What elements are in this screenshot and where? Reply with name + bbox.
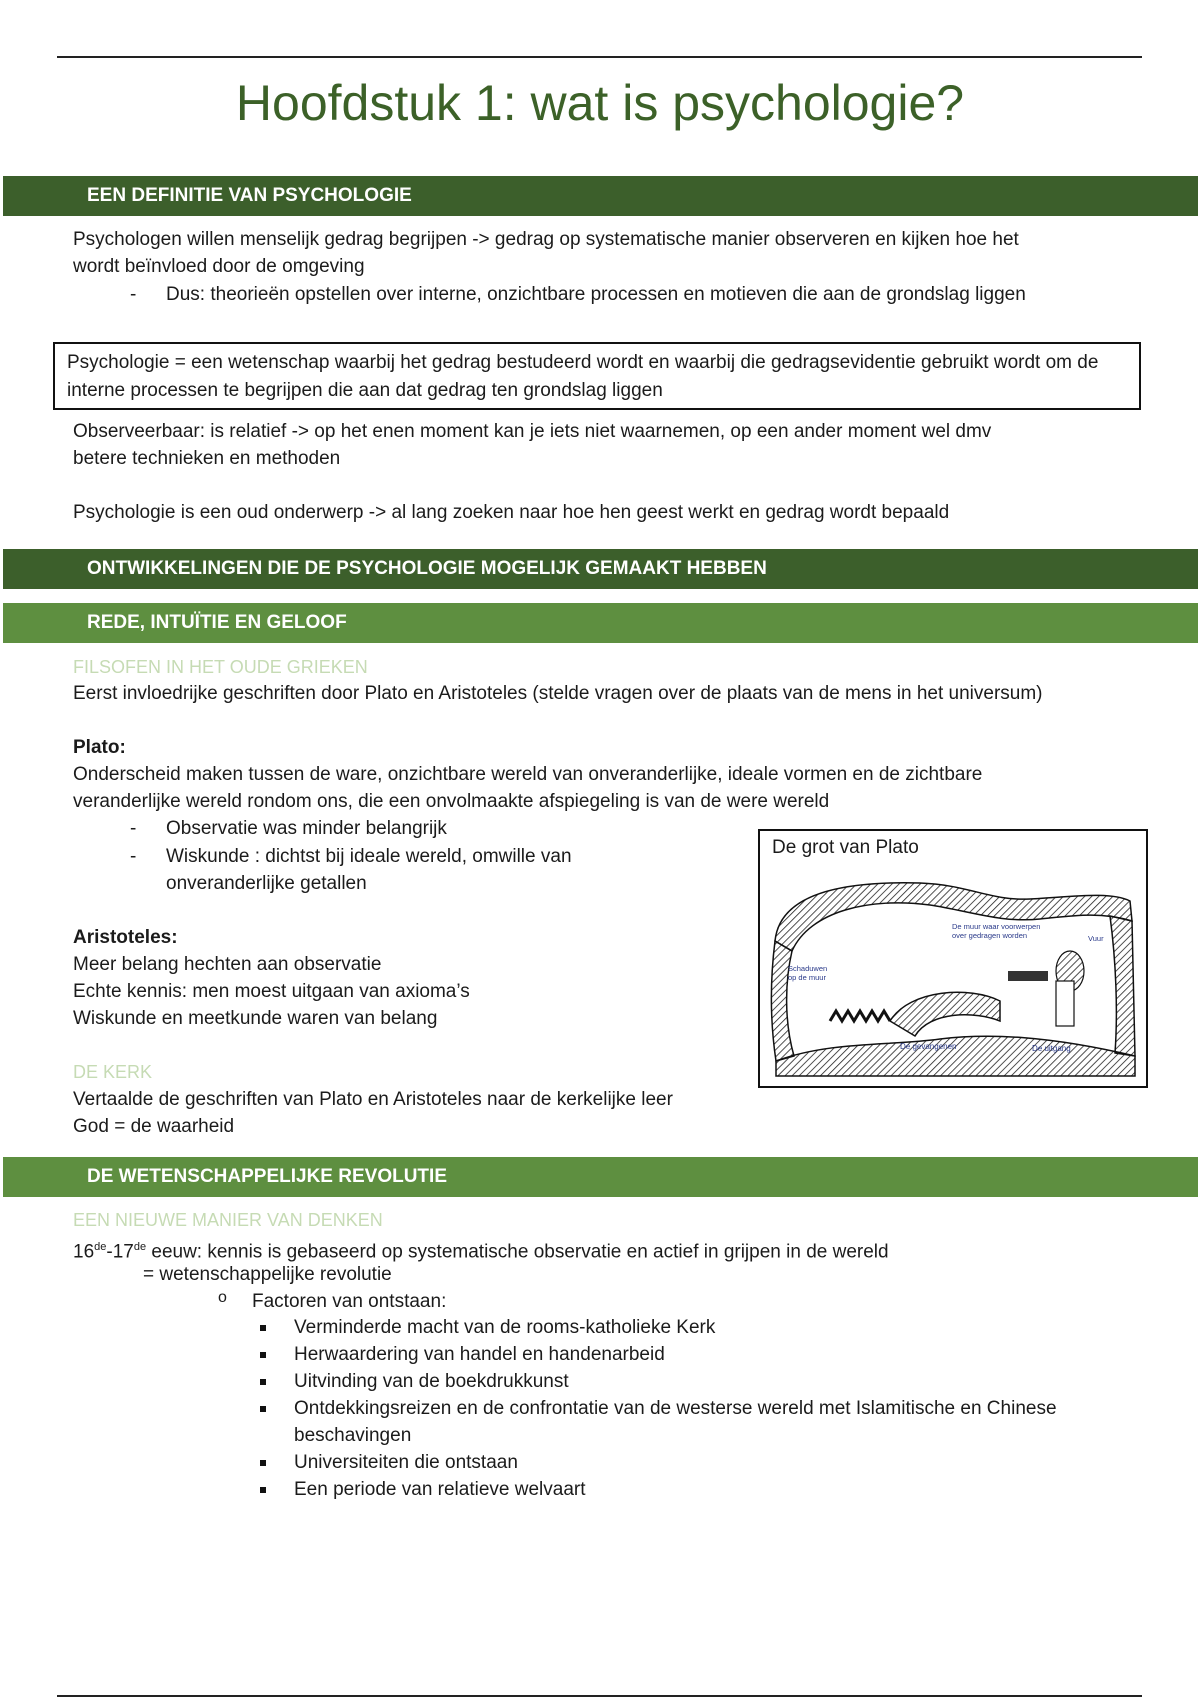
oud-onderwerp: Psychologie is een oud onderwerp -> al lang zoeken naar hoe hen geest werkt en gedrag wordt bepaald: [73, 502, 950, 523]
cave-inner-wall: [890, 992, 1000, 1036]
plato-line2: veranderlijke wereld rondom ons, die een onvolmaakte afspiegeling is van de were wereld: [73, 791, 830, 812]
observeerbaar-line2: betere technieken en methoden: [73, 448, 341, 469]
bottom-rule: [57, 1695, 1142, 1697]
factor-4-line1: Ontdekkingsreizen en de confrontatie van de westerse wereld met Islamitische en Chinese: [294, 1398, 1057, 1419]
factor-5: Universiteiten die ontstaan: [294, 1452, 518, 1473]
plato-heading: Plato:: [73, 737, 126, 758]
aristoteles-line3: Wiskunde en meetkunde waren van belang: [73, 1008, 438, 1029]
section-header-rede: REDE, INTUÏTIE EN GELOOF: [3, 603, 1198, 643]
century-b: -17: [106, 1241, 134, 1263]
circle-bullet-icon: o: [218, 1289, 227, 1306]
label-muur: De muur waar voorwerpen: [952, 922, 1041, 931]
label-schaduwen-2: op de muur: [788, 973, 826, 982]
figure-caption: De grot van Plato: [772, 837, 919, 858]
cave-left-wall: [771, 941, 794, 1061]
subheading-kerk: DE KERK: [73, 1062, 153, 1082]
square-bullet-icon: [260, 1379, 266, 1385]
aristoteles-heading: Aristoteles:: [73, 927, 178, 948]
plato-bullet-2-line1: Wiskunde : dichtst bij ideale wereld, omwille van: [166, 846, 572, 867]
square-bullet-icon: [260, 1406, 266, 1412]
plato-bullet-2-line2: onveranderlijke getallen: [166, 873, 367, 894]
century-b-sup: de: [133, 1241, 147, 1253]
square-bullet-icon: [260, 1487, 266, 1493]
label-uitgang: De uitgang: [1032, 1044, 1071, 1053]
factoren-heading: Factoren van ontstaan:: [252, 1291, 447, 1312]
aristoteles-line2: Echte kennis: men moest uitgaan van axioma’s: [73, 981, 470, 1002]
square-bullet-icon: [260, 1325, 266, 1331]
observeerbaar-line1: Observeerbaar: is relatief -> op het enen moment kan je iets niet waarnemen, op een ander moment wel dmv: [73, 421, 992, 442]
definition-text: Psychologie = een wetenschap waarbij het gedrag bestudeerd wordt en waarbij die gedragsevidentie gebruikt wordt om de interne processen te begrijpen die aan dat gedrag ten grondslag liggen: [67, 352, 1099, 401]
bullet-dash: -: [130, 846, 137, 867]
plato-cave-figure: [758, 829, 1148, 1088]
aristoteles-line1: Meer belang hechten aan observatie: [73, 954, 382, 975]
definitie-intro-line1: Psychologen willen menselijk gedrag begrijpen -> gedrag op systematische manier observeren en kijken hoe het: [73, 229, 1019, 250]
revolutie-equals: = wetenschappelijke revolutie: [143, 1264, 392, 1285]
factor-2: Herwaardering van handel en handenarbeid: [294, 1344, 665, 1365]
definition-box: [53, 342, 1141, 410]
subheading-nieuwe-manier: EEN NIEUWE MANIER VAN DENKEN: [73, 1210, 383, 1230]
label-muur-2: over gedragen worden: [952, 931, 1028, 940]
cave-right-wall: [1110, 916, 1135, 1056]
definitie-intro-line2: wordt beïnvloed door de omgeving: [73, 256, 365, 277]
section-header-revolutie: DE WETENSCHAPPELIJKE REVOLUTIE: [3, 1157, 1198, 1197]
bullet-dash: -: [130, 284, 137, 305]
plato-line1: Onderscheid maken tussen de ware, onzichtbare wereld van onveranderlijke, ideale vormen en de zichtbare: [73, 764, 983, 785]
page-title: Hoofdstuk 1: wat is psychologie?: [235, 75, 965, 131]
factor-4-line2: beschavingen: [294, 1425, 412, 1446]
grieken-intro: Eerst invloedrijke geschriften door Plato en Aristoteles (stelde vragen over de plaats van de mens in het universum): [73, 683, 1043, 704]
factor-3: Uitvinding van de boekdrukkunst: [294, 1371, 569, 1392]
section-header-definitie: EEN DEFINITIE VAN PSYCHOLOGIE: [3, 176, 1198, 216]
subheading-grieken: FILSOFEN IN HET OUDE GRIEKEN: [73, 657, 368, 677]
century-a-sup: de: [94, 1241, 107, 1253]
kerk-line1: Vertaalde de geschriften van Plato en Aristoteles naar de kerkelijke leer: [73, 1089, 673, 1110]
label-schaduwen: Schaduwen: [788, 964, 828, 973]
definitie-bullet: Dus: theorieën opstellen over interne, onzichtbare processen en motieven die aan de grondslag liggen: [166, 284, 1026, 305]
label-gevangenen: De gevangenen: [900, 1042, 957, 1051]
bullet-dash: -: [130, 818, 137, 839]
kerk-line2: God = de waarheid: [73, 1116, 235, 1137]
century-a: 16: [73, 1241, 95, 1263]
square-bullet-icon: [260, 1460, 266, 1466]
top-rule: [57, 56, 1142, 58]
label-vuur: Vuur: [1088, 934, 1104, 943]
factor-6: Een periode van relatieve welvaart: [294, 1479, 586, 1500]
section-header-ontwikkelingen: ONTWIKKELINGEN DIE DE PSYCHOLOGIE MOGELIJK GEMAAKT HEBBEN: [3, 549, 1198, 589]
carried-objects: [1008, 971, 1048, 981]
century-rest: eeuw: kennis is gebaseerd op systematische observatie en actief in grijpen in de wereld: [146, 1241, 889, 1263]
plato-bullet-1: Observatie was minder belangrijk: [166, 818, 447, 839]
cave-ceiling: [775, 883, 1132, 951]
fire-pillar: [1056, 981, 1074, 1026]
square-bullet-icon: [260, 1352, 266, 1358]
prisoners: [830, 1011, 890, 1021]
factor-1: Verminderde macht van de rooms-katholieke Kerk: [294, 1317, 716, 1338]
plato-cave-illustration: [770, 871, 1140, 1081]
